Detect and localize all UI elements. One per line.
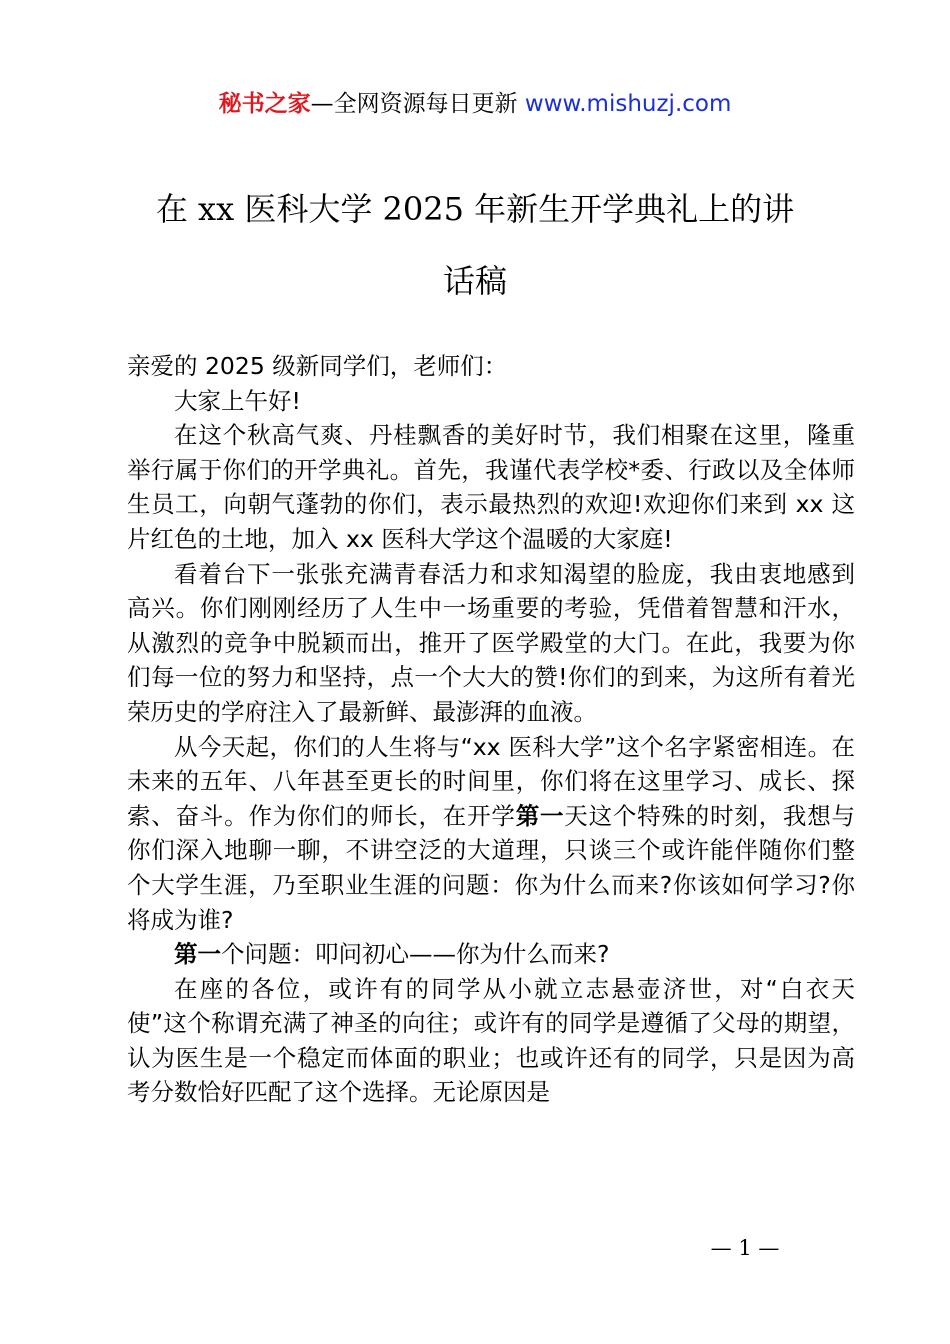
speech-body <box>127 349 855 1110</box>
paragraph-welcome: 在这个秋高气爽、丹桂飘香的美好时节，我们相聚在这里，隆重举行属于你们的开学典礼。首先，我谨代表学校*委、行政以及全体师生员工，向朝气蓬勃的你们，表示最热烈的欢迎!欢迎你们来到 xx 这片红色的土地，加入 xx 医科大学这个温暖的大家庭! <box>127 421 855 553</box>
paragraph-congratulation: 看着台下一张张充满青春活力和求知渴望的脸庞，我由衷地感到高兴。你们刚刚经历了人生中一场重要的考验，凭借着智慧和汗水，从激烈的竞争中脱颖而出，推开了医学殿堂的大门。在此，我要为你们每一位的努力和坚持，点一个大大的赞!你们的到来，为这所有着光荣历史的学府注入了最新鲜、最澎湃的血液。 <box>127 559 855 726</box>
salutation: 亲爱的 2025 级新同学们，老师们： <box>127 352 508 380</box>
header-tagline: —全网资源每日更新 <box>310 91 525 117</box>
site-url-link[interactable]: www.mishuzj.com <box>524 91 732 117</box>
brand-name: 秘书之家 <box>218 91 311 117</box>
bold-emphasis: 第一 <box>174 940 221 969</box>
document-title <box>100 185 850 305</box>
title-line-1: 在 xx 医科大学 2025 年新生开学典礼上的讲 <box>155 190 795 228</box>
heading-text: 个问题：叩问初心——你为什么而来? <box>221 940 610 969</box>
paragraph-motivations: 在座的各位，或许有的同学从小就立志悬壶济世，对“白衣天使”这个称谓充满了神圣的向往；或许有的同学是遵循了父母的期望，认为医生是一个稳定而体面的职业；也或许还有的同学，只是因为高考分数恰好匹配了这个选择。无论原因是 <box>127 974 855 1107</box>
bold-emphasis: 第一 <box>515 801 565 830</box>
paragraph-text: 天这个特殊的时刻，我想与你们深入地聊一聊，不讲空泛的大道理，只谈三个或许能伴随你们整个大学生涯，乃至职业生涯的问题：你为什么而来?你该如何学习?你将成为谁? <box>127 801 856 934</box>
paragraph-three-questions <box>127 730 855 938</box>
section-heading-question-1 <box>127 937 855 972</box>
paragraph-text: 从今天起，你们的人生将与“xx 医科大学”这个名字紧密相连。在未来的五年、八年甚至更长的时间里，你们将在这里学习、成长、探索、奋斗。作为你们的师长，在开学 <box>127 732 855 830</box>
title-line-2: 话稿 <box>442 262 507 300</box>
greeting: 大家上午好! <box>174 386 301 415</box>
site-header <box>0 88 950 120</box>
page-number: — 1 — <box>710 1236 780 1260</box>
